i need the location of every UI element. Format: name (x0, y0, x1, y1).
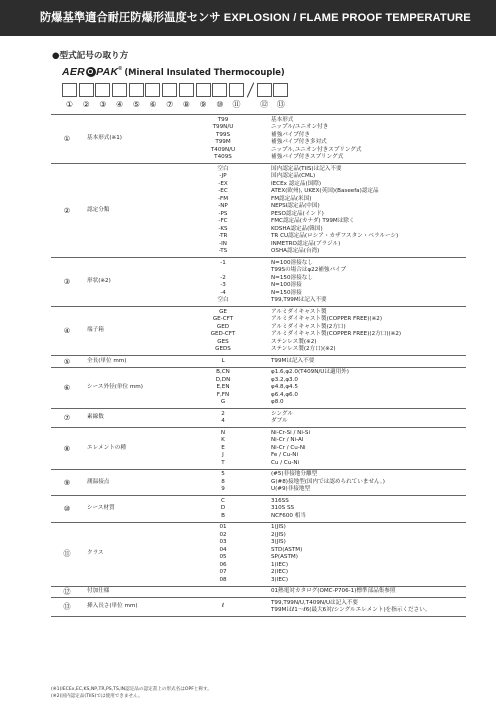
position-number: ④ (116, 100, 124, 109)
code-value: 2 (221, 410, 225, 417)
code-value: -KS (218, 225, 228, 232)
row-codes (183, 307, 263, 356)
row-descriptions (263, 115, 466, 164)
code-value: -1 (220, 259, 226, 266)
code-value: -NP (218, 203, 228, 209)
code-box (212, 83, 227, 97)
row-descriptions (263, 469, 466, 496)
aeropak-logo (62, 66, 122, 78)
code-box (112, 83, 127, 97)
code-box (196, 83, 211, 97)
code-value: F,FN (216, 391, 230, 398)
footnote-2: (※2)国内認定品(TIIS)では使用できません。 (51, 694, 143, 699)
code-value: 02 (219, 531, 227, 538)
row-codes (183, 115, 263, 164)
row-item-label: 端子箱 (83, 307, 183, 356)
row-item-label: クラス (83, 522, 183, 586)
description-value: N=100溶接なし (271, 259, 313, 266)
description-value: G(#8)接地型(国内では認められていません。) (271, 478, 385, 485)
table-row (51, 356, 466, 368)
registered-mark: ® (118, 66, 123, 72)
description-value: FM認定品(米国) (271, 195, 312, 202)
row-codes (183, 522, 263, 586)
section-title: ●型式記号の取り方 (52, 51, 129, 61)
row-item-label: 素線数 (83, 409, 183, 428)
description-value: 基本形式 (271, 116, 294, 123)
description-value: 補強パイプ付きスプリング式 (271, 154, 344, 160)
brand-subtitle: (Mineral Insulated Thermocouple) (124, 67, 285, 77)
code-box (95, 83, 110, 97)
code-value: K (221, 437, 225, 443)
position-number: ③ (99, 100, 107, 109)
description-value: 310S SS (271, 505, 295, 511)
footnotes (51, 686, 212, 700)
row-number: ① (51, 115, 83, 164)
code-value: 9 (221, 486, 225, 492)
description-value: (#5)非接地分離型 (271, 471, 318, 477)
row-codes (183, 258, 263, 307)
code-value: -FM (217, 195, 229, 202)
description-value: φ4.8,φ4.5 (271, 384, 298, 390)
row-codes (183, 586, 263, 598)
code-value: GE-CFT (212, 316, 234, 322)
table-row (51, 409, 466, 428)
row-codes (183, 496, 263, 523)
code-box (79, 83, 94, 97)
code-value: D,DN (215, 376, 231, 383)
description-value: N=150溶接 (271, 289, 302, 296)
code-value: 07 (219, 569, 227, 575)
position-number: ⑬ (276, 100, 285, 109)
description-value: T99Mは記入不要 (271, 357, 315, 364)
table-row (51, 307, 466, 356)
row-codes (183, 367, 263, 409)
row-number: ⑨ (51, 469, 83, 496)
position-number: ⑨ (199, 100, 207, 109)
code-value: GEDS (215, 346, 231, 352)
description-value: OSHA認定品(台湾) (271, 248, 320, 254)
code-value: C (221, 497, 225, 504)
row-number: ⑩ (51, 496, 83, 523)
table-row (51, 496, 466, 523)
description-value: ATEX(欧州), UKEX(英国)(Baseefa)認定品 (271, 188, 379, 194)
code-value: T (221, 459, 225, 466)
code-value: GES (217, 338, 229, 345)
row-descriptions (263, 409, 466, 428)
description-value: PESO認定品(インド) (271, 210, 324, 217)
code-value: 4 (221, 418, 225, 424)
description-value: ステンレス製(※2) (271, 338, 317, 345)
position-number: ⑦ (166, 100, 174, 109)
code-value: -EC (218, 188, 228, 194)
description-value: T99,T99N/U,T409N/Uは記入不要 (271, 599, 359, 606)
code-value: 04 (219, 546, 227, 553)
code-value: 01 (219, 524, 227, 530)
description-value: ニップル,ユニオン付きスプリング式 (271, 146, 362, 153)
code-value: G (220, 399, 226, 405)
table-row (51, 428, 466, 470)
description-value: IECEx 認定品(国際) (271, 180, 322, 187)
model-code-boxes (62, 82, 290, 97)
row-item-label: 全長(単位 mm) (83, 356, 183, 368)
code-value: J (222, 452, 224, 458)
code-box (62, 83, 77, 97)
code-value: 5 (221, 471, 225, 477)
table-row (51, 164, 466, 258)
row-number: ⑥ (51, 367, 83, 409)
description-value: 1(IEC) (271, 561, 289, 568)
code-value: -4 (220, 289, 226, 296)
row-item-label: シース外径(単位 mm) (83, 367, 183, 409)
code-value (183, 588, 263, 596)
row-number: ⑧ (51, 428, 83, 470)
row-number: ⑪ (51, 522, 83, 586)
description-value: ステンレス製(2方口)(※2) (271, 346, 336, 352)
row-codes (183, 409, 263, 428)
table-row (51, 522, 466, 586)
footnote-1: (※1)IECEx,EC,KS,NP,TR,PS,TS,IN認定品の認定書上の形式名はOPFと称す。 (51, 687, 212, 692)
code-value: GED (216, 323, 230, 330)
row-descriptions (263, 586, 466, 598)
table-row (51, 469, 466, 496)
description-value: アルミダイキャスト製(COPPER FREE)(※2) (271, 316, 383, 322)
row-item-label: シース材質 (83, 496, 183, 523)
row-item-label: 測温接点 (83, 469, 183, 496)
description-value: NCF600 相当 (271, 512, 306, 519)
code-box (229, 83, 244, 97)
position-number: ⑫ (260, 100, 269, 109)
description-value: φ3.2,φ3.0 (271, 376, 298, 383)
table-row (51, 367, 466, 409)
row-descriptions (263, 258, 466, 307)
description-value: φ6.4,φ6.0 (271, 391, 298, 398)
description-value: Ni-Cr / Cu-Ni (271, 444, 306, 451)
code-value: 08 (219, 576, 227, 583)
code-value: -3 (220, 282, 226, 288)
code-separator-slash (246, 83, 256, 97)
position-number: ① (65, 100, 74, 109)
code-box (145, 83, 160, 97)
description-value: 01熱電対カタログ(OMC-P706-1)標準部品集参照 (271, 588, 396, 594)
row-descriptions (263, 522, 466, 586)
code-box (273, 83, 288, 97)
row-item-label: エレメントの種 (83, 428, 183, 470)
description-value: アルミダイキャスト製(COPPER FREE)(2方口)(※2) (271, 331, 402, 337)
row-item-label: 基本形式(※1) (83, 115, 183, 164)
code-value: T99S (215, 131, 231, 138)
code-value: -TR (218, 233, 228, 239)
row-number: ③ (51, 258, 83, 307)
description-value: Ni-Cr-Si / Ni-Si (271, 429, 311, 436)
code-value: L (221, 357, 225, 364)
row-item-label: 形状(※2) (83, 258, 183, 307)
code-value: T409N/U (210, 146, 236, 153)
code-value: -IN (219, 240, 227, 247)
code-value: 8 (221, 478, 225, 485)
code-value: -2 (220, 274, 226, 281)
description-value: Ni-Cr / Ni-Al (271, 437, 304, 443)
row-number: ⑫ (51, 586, 83, 598)
description-value: Fe / Cu-Ni (271, 452, 299, 458)
description-value: N=150溶接なし (271, 274, 313, 281)
position-number: ⑥ (149, 100, 157, 109)
row-descriptions (263, 356, 466, 368)
description-value: NEPSI認定品(中国) (271, 203, 320, 209)
row-descriptions (263, 307, 466, 356)
logo-text-pre: AER (62, 66, 86, 78)
row-codes (183, 164, 263, 258)
description-value: アルミダイキャスト製 (271, 308, 327, 315)
description-value: 国内認定品(CML) (271, 173, 316, 179)
description-value: 3(JIS) (271, 539, 286, 545)
row-number: ⑤ (51, 356, 83, 368)
description-value: 3(IEC) (271, 576, 289, 583)
code-value: 03 (219, 539, 227, 545)
page-header (0, 0, 496, 36)
code-value (183, 267, 263, 275)
code-value: -JP (219, 173, 227, 179)
description-value: 2(IEC) (271, 569, 289, 575)
code-value: 06 (219, 561, 227, 568)
description-value: ニップル/ユニオン付き (271, 124, 329, 130)
code-box (129, 83, 144, 97)
code-value: GE (219, 308, 227, 315)
table-row (51, 598, 466, 617)
description-value: Cu / Cu-Ni (271, 459, 300, 466)
description-value: ダブル (271, 418, 288, 424)
description-value: T99,T99Mは記入不要 (271, 297, 327, 303)
code-box (162, 83, 177, 97)
row-codes (183, 428, 263, 470)
code-value: T409S (214, 154, 232, 160)
code-value: T99 (217, 116, 229, 123)
description-value: φ8.0 (271, 399, 284, 405)
code-value: T99N/U (212, 124, 234, 130)
row-descriptions (263, 428, 466, 470)
code-value: E (221, 444, 225, 451)
position-number: ⑩ (216, 100, 224, 109)
code-value: N (220, 429, 226, 436)
row-number: ⑬ (51, 598, 83, 617)
code-value: D (220, 505, 226, 511)
description-value: STD(ASTM) (271, 546, 303, 553)
row-descriptions (263, 496, 466, 523)
code-value: -FC (218, 218, 228, 224)
table-row (51, 586, 466, 598)
code-value: E,EN (216, 384, 230, 390)
row-item-label: 認定分類 (83, 164, 183, 258)
description-value: 2(JIS) (271, 531, 286, 538)
code-value: B,CN (216, 369, 230, 375)
position-number: ② (82, 100, 90, 109)
code-value: -PS (218, 210, 228, 217)
row-item-label: 付加仕様 (83, 586, 183, 598)
description-value: FMC認定品(カナダ) T99Mは除く (271, 218, 355, 224)
row-number: ⑦ (51, 409, 83, 428)
code-value: ℓ (221, 603, 225, 610)
description-value: SP(ASTM) (271, 554, 298, 560)
code-box (257, 83, 272, 97)
code-value: 空白 (217, 165, 229, 172)
description-value: 1(JIS) (271, 524, 286, 530)
description-value: T99Mはℓ1〜ℓ6(最大6対/シングルエレメント)を指示ください。 (271, 607, 431, 613)
position-number: ⑤ (132, 100, 140, 109)
code-box (179, 83, 194, 97)
table-row (51, 258, 466, 307)
description-value: TR CU認定品(ロシア・カザフスタン・ベラルーシ) (271, 233, 399, 239)
logo-text-post: PAK (96, 66, 119, 78)
row-descriptions (263, 598, 466, 617)
logo-o-mark: O (87, 67, 94, 76)
description-value: U(#9)非接地型 (271, 486, 311, 492)
row-descriptions (263, 367, 466, 409)
code-value: B (221, 512, 225, 519)
code-value: -EX (218, 180, 228, 187)
code-value: 05 (219, 554, 227, 560)
code-value: -TS (218, 248, 228, 254)
position-number: ⑪ (232, 100, 241, 109)
description-value: 補強パイプ付き (271, 131, 310, 138)
code-value: 空白 (217, 297, 229, 303)
position-number: ⑧ (182, 100, 190, 109)
description-value: 316SS (271, 497, 289, 504)
description-value: アルミダイキャスト製(2方口) (271, 323, 346, 330)
description-value: φ1.6,φ2.0(T409N/Uは適用外) (271, 369, 349, 375)
brand-row (62, 66, 285, 78)
row-item-label: 挿入長さ(単位 mm) (83, 598, 183, 617)
table-row (51, 115, 466, 164)
spec-table (51, 114, 466, 617)
description-value: KOSHA認定品(韓国) (271, 225, 323, 232)
header-title: 防爆基準適合耐圧防爆形温度センサ EXPLOSION / FLAME PROOF TEMPERATURE (40, 12, 471, 24)
code-value: T99M (215, 139, 231, 145)
row-number: ④ (51, 307, 83, 356)
description-value: T99Sの場合はφ22補強パイプ (271, 267, 347, 273)
row-codes (183, 356, 263, 368)
description-value: シングル (271, 410, 293, 417)
description-value: 補強パイプ付き多対式 (271, 139, 327, 145)
row-codes (183, 469, 263, 496)
description-value: N=100溶接 (271, 282, 302, 288)
row-codes (183, 598, 263, 617)
row-number: ② (51, 164, 83, 258)
row-descriptions (263, 164, 466, 258)
description-value: 国内認定品(TIIS)は記入不要 (271, 165, 342, 172)
code-value: GED-CFT (210, 331, 236, 337)
description-value: INMETRO認定品(ブラジル) (271, 240, 341, 247)
